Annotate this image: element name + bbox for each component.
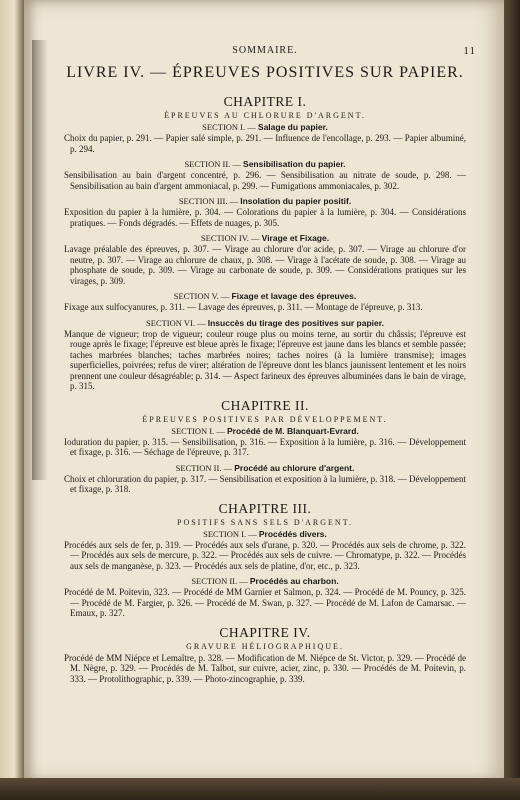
section-heading [64, 291, 466, 301]
section-title: Procédés divers. [258, 528, 327, 539]
section-contents: Fixage aux sulfocyanures, p. 311. — Lavage des épreuves, p. 311. — Montage de l'épreuve, p. 313. [64, 302, 423, 312]
section-title: Procédé de M. Blanquart-Evrard. [226, 425, 359, 436]
chapter-title: CHAPITRE I. [223, 94, 307, 109]
bottom-background [0, 778, 520, 800]
section-contents: Procédés aux sels de fer, p. 319. — Procédés aux sels d'urane, p. 320. — Procédés aux sels de chrome, p. 322. — Procédés aux sels de mercure, p. 322. — Procédés aux sels de cuivre. — Chromatype, p. 322. — Procédés aux sels de manganèse, p. 323. — Procédés aux sels de platine, d'or, etc., p. 323. [64, 539, 466, 571]
chapter-subtitle: ÉPREUVES AU CHLORURE D'ARGENT. [164, 111, 366, 120]
section-number: SECTION II. — [175, 462, 233, 473]
section-heading [64, 318, 466, 328]
section-contents: Choix du papier, p. 291. — Papier salé simple, p. 291. — Influence de l'encollage, p. 293. — Papier albuminé, p. 294. [64, 133, 466, 154]
section-heading [64, 122, 466, 132]
section-title: Virage et Fixage. [261, 233, 330, 243]
section-title: Salage du papier. [257, 122, 328, 132]
section-heading [64, 159, 466, 169]
section-heading [64, 196, 466, 206]
section-number: SECTION III. — [178, 196, 239, 206]
chapter-title: CHAPITRE II. [221, 397, 309, 413]
chapter-subtitle: GRAVURE HÉLIOGRAPHIQUE. [186, 641, 344, 651]
chapter-title: CHAPITRE III. [218, 500, 312, 516]
facing-page-edge [0, 0, 24, 800]
section-number: SECTION IV. — [200, 233, 260, 243]
section-heading [64, 233, 466, 243]
section-contents: Procédé de MM Niépce et Lemaître, p. 328. — Modification de M. Niépce de St. Victor, p. 329. — Procédé de M. Nègre, p. 329. — Procédés de M. Talbot, sur cuivre, acier, zinc, p. 330. — Procédés de M. Poitevin, p. 333. — Protolithographic, p. 339. — Photo-zincographie, p. 339. [64, 652, 466, 684]
book-title: LIVRE IV. — ÉPREUVES POSITIVES SUR PAPIER. [66, 64, 464, 81]
section-number: SECTION V. — [173, 291, 230, 301]
section-title: Fixage et lavage des épreuves. [231, 291, 357, 301]
section-number: SECTION I. — [202, 122, 256, 132]
section-number: SECTION II. — [191, 576, 248, 586]
chapter-title: CHAPITRE IV. [219, 624, 311, 640]
section-contents: Exposition du papier à la lumière, p. 304. — Colorations du papier à la lumière, p. 304. — Considérations pratiques. — Fonds dégradés. — Effets de nuages, p. 305. [64, 207, 466, 228]
section-contents: Choix et chloruration du papier, p. 317. — Sensibilisation et exposition à la lumière, p. 318. — Développement et fixage, p. 318. [64, 473, 466, 494]
section-title: Insuccès du tirage des positives sur papier. [207, 317, 384, 328]
chapter-subtitle: ÉPREUVES POSITIVES PAR DÉVELOPPEMENT. [142, 414, 388, 424]
chapter-subtitle: POSITIFS SANS SELS D'ARGENT. [177, 517, 353, 527]
section-title: Procédés au charbon. [249, 576, 339, 586]
section-number: SECTION VI. — [146, 317, 206, 328]
section-title: Procédé au chlorure d'argent. [234, 462, 355, 473]
section-heading [64, 463, 466, 473]
section-number: SECTION II. — [184, 159, 241, 169]
section-contents: Ioduration du papier, p. 315. — Sensibilisation, p. 316. — Exposition à la lumière, p. 316. — Développement et fixage, p. 316. — Séchage de l'épreuve, p. 317. [64, 436, 466, 457]
section-number: SECTION I. — [171, 425, 225, 436]
section-heading [64, 576, 466, 586]
section-title: Insolation du papier positif. [240, 196, 352, 206]
book-page [24, 0, 504, 782]
section-contents: Manque de vigueur; trop de vigueur; couleur rouge plus ou moins terne, au sortir du châssis; l'épreuve est rouge après le fixage; l'épreuve est bleue après le fixage; l'épreuve est jaune dans les blancs et semble passée; taches marbrées blanches; taches marbrées noires; taches noires (à la lumière transmise); images superficielles, poivrées; refus de virer; altération de l'épreuve dont les blancs jaunissent lentement et les noirs prennent une couleur désagréable; p. 314. — Aspect farineux des épreuves albuminées dans le bain de virage, p. 315. [64, 328, 466, 391]
page-content [64, 44, 476, 689]
running-head [64, 44, 476, 58]
right-background [504, 0, 520, 800]
section-title: Sensibilisation du papier. [243, 159, 346, 169]
section-contents: Procédé de M. Poitevin, 323. — Procédé de MM Garnier et Salmon, p. 324. — Procédé de M. Pouncy, p. 325. — Procédé de M. Fargier, p. 326. — Procédé de M. Swan, p. 327. — Procédé de M. Lafon de Camarsac. — Emaux, p. 327. [64, 587, 466, 618]
section-heading [64, 529, 466, 539]
page-number: 11 [463, 45, 476, 57]
running-head-title: SOMMAIRE. [232, 45, 298, 56]
gutter-shadow [32, 40, 48, 480]
section-contents: Sensibilisation au bain d'argent concentré, p. 296. — Sensibilisation au nitrate de soude, p. 298. — Sensibilisation au bain d'argent ammoniacal, p. 299. — Fumigations ammoniacales, p. 302. [64, 170, 466, 191]
section-contents: Lavage préalable des épreuves, p. 307. — Virage au chlorure d'or acide, p. 307. — Virage au chlorure d'or neutre, p. 307. — Virage au chlorure de chaux, p. 308. — Virage à l'acétate de soude, p. 308. — Virage au phosphate de soude, p. 309. — Virage au carbonate de soude, p. 309. — Considérations pratiques sur les virages, p. 309. [64, 244, 466, 286]
chapter-list [64, 94, 466, 684]
section-heading [64, 426, 466, 436]
section-number: SECTION I. — [203, 528, 257, 539]
